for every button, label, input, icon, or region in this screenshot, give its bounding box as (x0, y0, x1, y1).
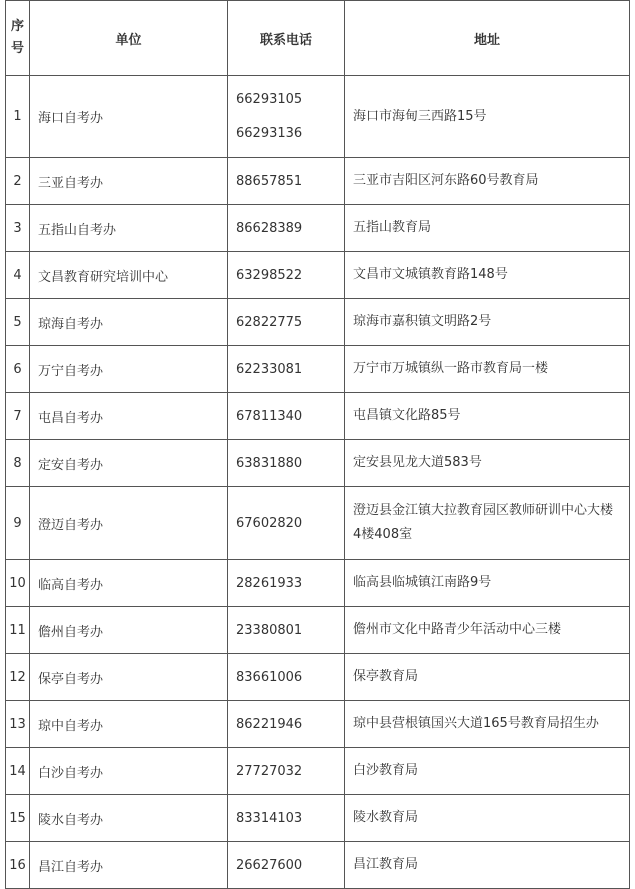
row-index: 11 (6, 607, 30, 654)
row-index: 4 (6, 252, 30, 299)
row-unit: 三亚自考办 (30, 158, 228, 205)
row-index: 12 (6, 654, 30, 701)
row-unit: 定安自考办 (30, 440, 228, 487)
row-address: 三亚市吉阳区河东路60号教育局 (345, 158, 630, 205)
row-unit: 琼海自考办 (30, 299, 228, 346)
row-index: 1 (6, 76, 30, 158)
row-unit: 陵水自考办 (30, 795, 228, 842)
table-row (6, 346, 630, 393)
row-phone: 83661006 (228, 654, 345, 701)
row-index: 6 (6, 346, 30, 393)
row-address: 万宁市万城镇纵一路市教育局一楼 (345, 346, 630, 393)
table-row (6, 76, 630, 158)
row-address: 白沙教育局 (345, 748, 630, 795)
row-phone: 62233081 (228, 346, 345, 393)
row-address: 琼海市嘉积镇文明路2号 (345, 299, 630, 346)
row-phone: 62822775 (228, 299, 345, 346)
row-address: 保亭教育局 (345, 654, 630, 701)
row-address: 临高县临城镇江南路9号 (345, 560, 630, 607)
row-index: 9 (6, 487, 30, 560)
row-unit: 五指山自考办 (30, 205, 228, 252)
table-row (6, 607, 630, 654)
row-unit: 万宁自考办 (30, 346, 228, 393)
row-phone: 23380801 (228, 607, 345, 654)
header-phone: 联系电话 (228, 1, 345, 76)
row-address: 陵水教育局 (345, 795, 630, 842)
row-index: 5 (6, 299, 30, 346)
row-index: 3 (6, 205, 30, 252)
header-address: 地址 (345, 1, 630, 76)
row-unit: 昌江自考办 (30, 842, 228, 889)
row-address: 五指山教育局 (345, 205, 630, 252)
row-index: 15 (6, 795, 30, 842)
row-address: 澄迈县金江镇大拉教育园区教师研训中心大楼4楼408室 (345, 487, 630, 560)
table-row (6, 393, 630, 440)
row-phone: 83314103 (228, 795, 345, 842)
row-index: 16 (6, 842, 30, 889)
header-index-line1: 序 (10, 19, 24, 34)
row-address: 海口市海甸三西路15号 (345, 76, 630, 158)
row-unit: 儋州自考办 (30, 607, 228, 654)
table-row (6, 748, 630, 795)
table-row (6, 158, 630, 205)
contact-table (5, 0, 630, 889)
row-address: 文昌市文城镇教育路148号 (345, 252, 630, 299)
row-phone: 88657851 (228, 158, 345, 205)
row-unit: 临高自考办 (30, 560, 228, 607)
table-row (6, 252, 630, 299)
row-unit: 保亭自考办 (30, 654, 228, 701)
row-phone: 27727032 (228, 748, 345, 795)
table-header-row (6, 1, 630, 76)
row-address: 昌江教育局 (345, 842, 630, 889)
header-index (6, 1, 30, 76)
row-phone: 28261933 (228, 560, 345, 607)
header-index-line2: 号 (10, 41, 24, 56)
row-phone: 63298522 (228, 252, 345, 299)
row-unit: 琼中自考办 (30, 701, 228, 748)
row-phone: 67811340 (228, 393, 345, 440)
row-unit: 澄迈自考办 (30, 487, 228, 560)
row-unit: 文昌教育研究培训中心 (30, 252, 228, 299)
row-address: 屯昌镇文化路85号 (345, 393, 630, 440)
row-address: 定安县见龙大道583号 (345, 440, 630, 487)
row-index: 7 (6, 393, 30, 440)
table-row (6, 795, 630, 842)
row-unit: 屯昌自考办 (30, 393, 228, 440)
row-phone-2: 66293136 (236, 125, 303, 141)
row-index: 2 (6, 158, 30, 205)
row-address: 琼中县营根镇国兴大道165号教育局招生办 (345, 701, 630, 748)
row-index: 14 (6, 748, 30, 795)
row-address: 儋州市文化中路青少年活动中心三楼 (345, 607, 630, 654)
row-phone: 86221946 (228, 701, 345, 748)
row-phone: 67602820 (228, 487, 345, 560)
table-row (6, 299, 630, 346)
row-index: 13 (6, 701, 30, 748)
table-row (6, 560, 630, 607)
row-phone: 26627600 (228, 842, 345, 889)
row-phone-1: 66293105 (236, 91, 303, 107)
row-unit: 海口自考办 (30, 76, 228, 158)
header-unit: 单位 (30, 1, 228, 76)
table-row (6, 205, 630, 252)
row-index: 8 (6, 440, 30, 487)
row-phone: 86628389 (228, 205, 345, 252)
table-row (6, 440, 630, 487)
row-unit: 白沙自考办 (30, 748, 228, 795)
row-phone: 63831880 (228, 440, 345, 487)
row-phone (228, 76, 345, 158)
table-row (6, 842, 630, 889)
table-row (6, 654, 630, 701)
row-index: 10 (6, 560, 30, 607)
table-row (6, 487, 630, 560)
table-row (6, 701, 630, 748)
